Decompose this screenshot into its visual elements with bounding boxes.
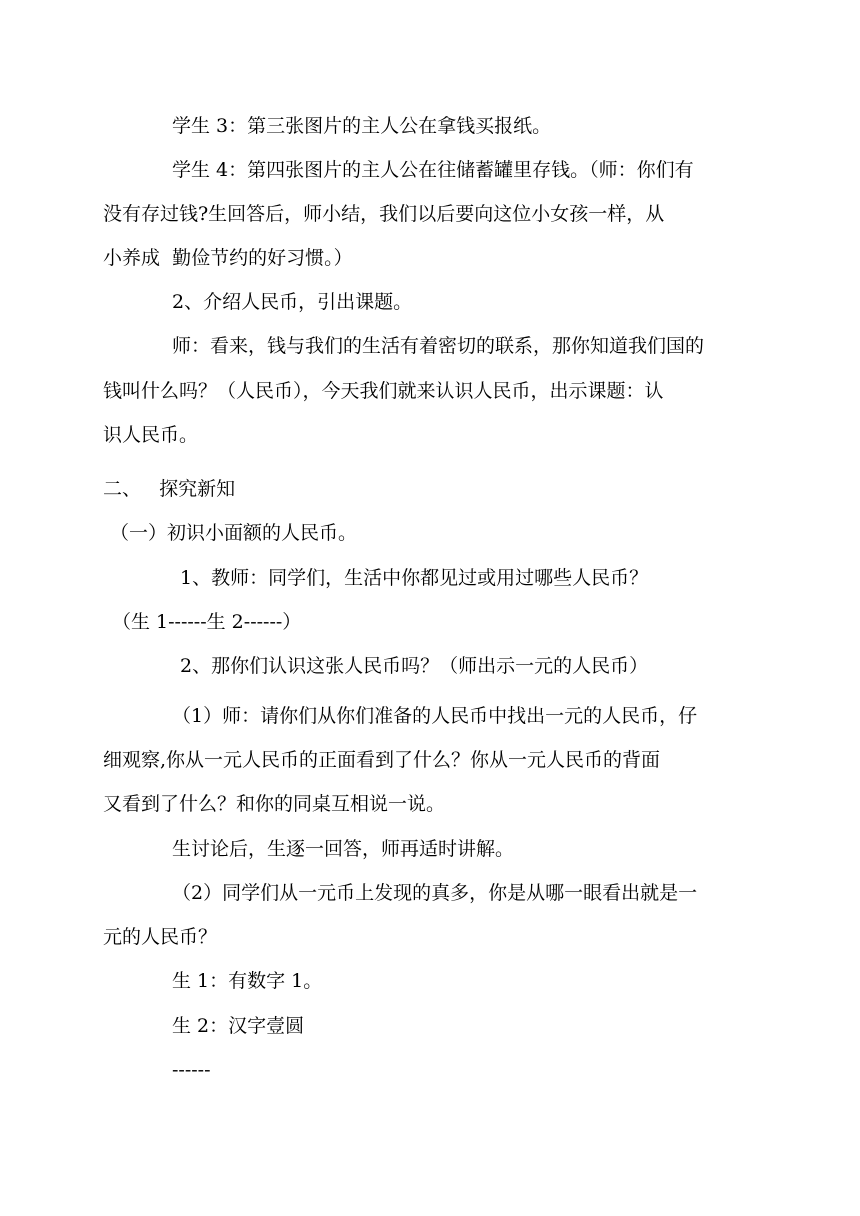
text-line-student-answers: （生 1------生 2------） xyxy=(112,611,302,633)
text-line-item2-cont: 元的人民币？ xyxy=(103,926,218,948)
text-line-teacher-cont1: 钱叫什么吗？（人民币），今天我们就来认识人民币，出示课题：认 xyxy=(103,380,664,402)
text-line-item1-cont1: 细观察,你从一元人民币的正面看到了什么？你从一元人民币的背面 xyxy=(103,749,661,771)
text-line-item1-cont2: 又看到了什么？和你的同桌互相说一说。 xyxy=(103,793,446,815)
text-line-teacher-cont2: 识人民币。 xyxy=(103,424,199,446)
text-line-ellipsis: ------ xyxy=(172,1059,211,1081)
text-line-teacher: 师：看来，钱与我们的生活有着密切的联系，那你知道我们国的 xyxy=(172,335,705,357)
text-line-student2-answer: 生 2：汉字壹圆 xyxy=(172,1015,305,1037)
text-line-item2: （2）同学们从一元币上发现的真多，你是从哪一眼看出就是一 xyxy=(172,882,698,904)
text-line-item1: （1）师：请你们从你们准备的人民币中找出一元的人民币，仔 xyxy=(172,705,698,727)
text-line-student3: 学生 3：第三张图片的主人公在拿钱买报纸。 xyxy=(172,115,552,137)
text-line-step2-heading: 2、介绍人民币，引出课题。 xyxy=(172,291,413,313)
subsection-heading-1: （一）初识小面额的人民币。 xyxy=(110,522,358,544)
text-line-show-one-yuan: 2、那你们认识这张人民币吗？（师出示一元的人民币） xyxy=(180,655,649,677)
text-line-student4-cont1: 没有存过钱?生回答后，师小结，我们以后要向这位小女孩一样，从 xyxy=(103,203,665,225)
text-line-student4: 学生 4：第四张图片的主人公在往储蓄罐里存钱。（师：你们有 xyxy=(172,159,694,181)
text-line-student4-cont2: 小养成 勤俭节约的好习惯。） xyxy=(103,247,353,269)
text-line-teacher-question: 1、教师：同学们，生活中你都见过或用过哪些人民币？ xyxy=(180,567,649,589)
text-line-discussion: 生讨论后，生逐一回答，师再适时讲解。 xyxy=(172,838,515,860)
text-line-student1-answer: 生 1：有数字 1。 xyxy=(172,970,323,992)
section-heading-explore: 二、 探究新知 xyxy=(103,478,236,500)
